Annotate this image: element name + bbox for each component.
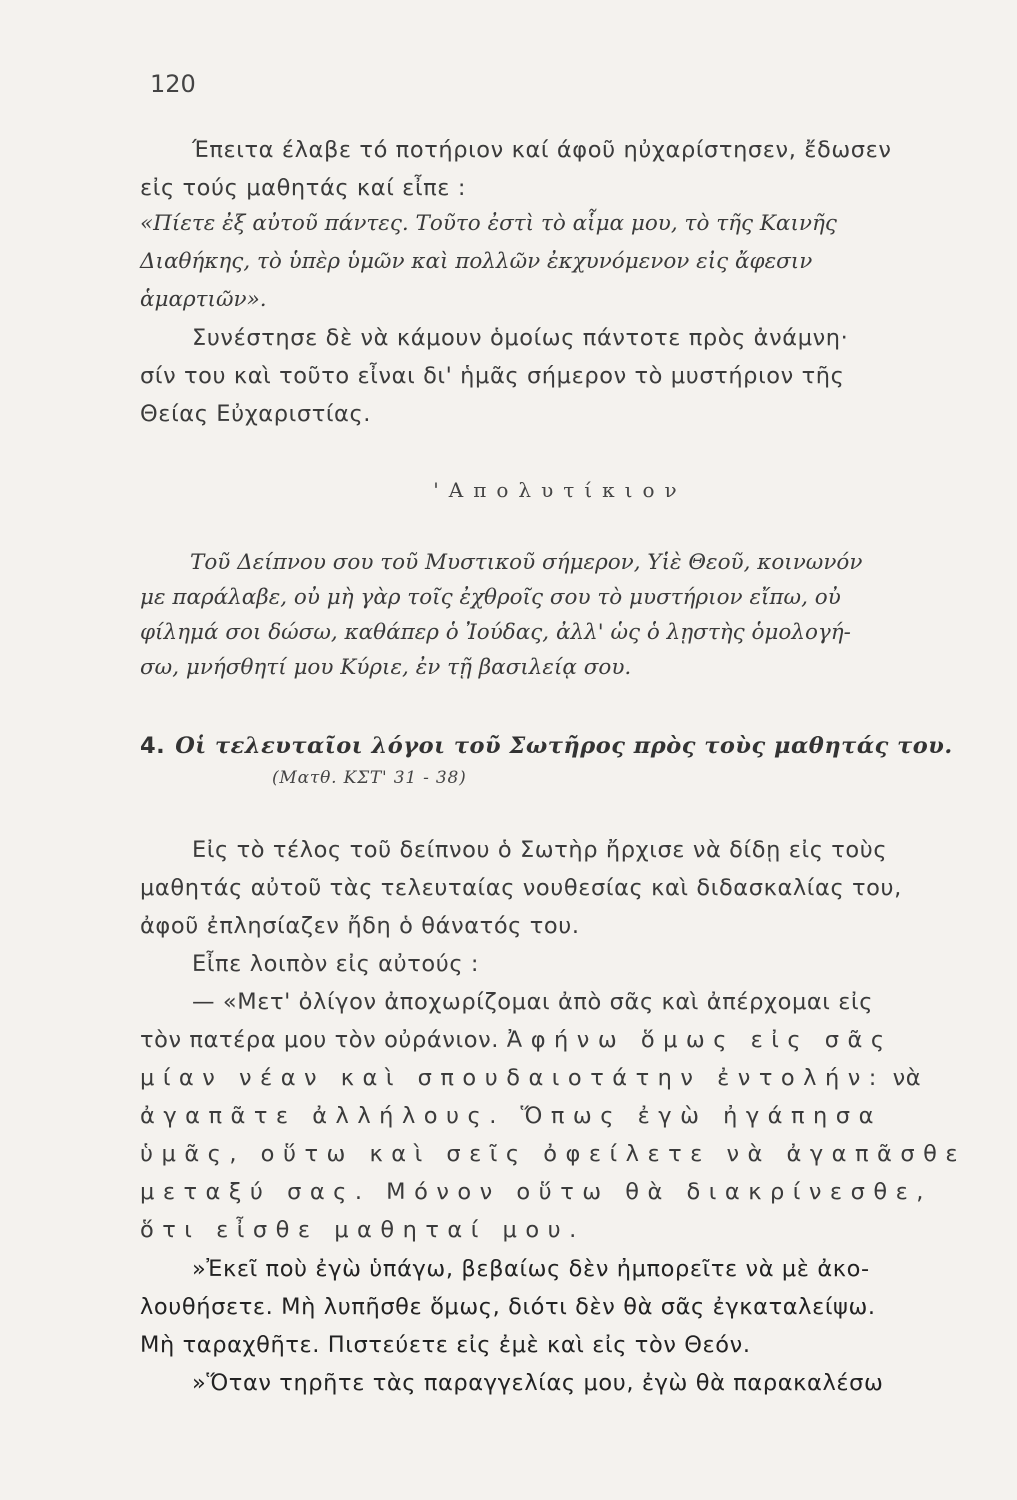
paragraph-cup bbox=[140, 131, 980, 207]
section-title-text: Οἱ τελευταῖοι λόγοι τοῦ Σωτῆρος πρὸς τοὺς μαθητάς του. bbox=[175, 733, 953, 759]
apolytikion-text bbox=[140, 545, 980, 685]
text-line: ὑμᾶς, οὕτω καὶ σεῖς ὀφείλετε νὰ ἀγαπᾶσθε bbox=[140, 1141, 967, 1167]
text-line: ἁμαρτιῶν». bbox=[140, 287, 267, 312]
text-line: μαθητάς αὐτοῦ τὰς τελευταίας νουθεσίας καὶ διδασκαλίας του, bbox=[140, 875, 902, 901]
quote-blood bbox=[140, 206, 980, 317]
text-line: «Πίετε ἐξ αὐτοῦ πάντες. Τοῦτο ἐστὶ τὸ αἷμα μου, τὸ τῆς Καινῆς bbox=[140, 211, 837, 236]
text-line bbox=[140, 1059, 980, 1097]
text-line: — «Μετ' ὀλίγον ἀποχωρίζομαι ἀπὸ σᾶς καὶ ἀπέρχομαι εἰς bbox=[192, 989, 874, 1015]
text-line: Εἰς τὸ τέλος τοῦ δείπνου ὁ Σωτὴρ ἤρχισε νὰ δίδῃ εἰς τοὺς bbox=[192, 837, 888, 863]
text-line: ὅτι εἶσθε μαθηταί μου. bbox=[140, 1217, 585, 1243]
text-line: Εἶπε λοιπὸν εἰς αὐτούς : bbox=[192, 951, 480, 977]
text-line: σω, μνήσθητί μου Κύριε, ἐν τῇ βασιλείᾳ σου. bbox=[140, 655, 632, 680]
paragraph-where-i-go bbox=[140, 1250, 980, 1364]
page-number: 120 bbox=[150, 70, 196, 98]
paragraph-last-teachings bbox=[140, 831, 980, 945]
section-reference: (Ματθ. ΚΣΤ' 31 - 38) bbox=[272, 768, 467, 788]
paragraph-eucharist bbox=[140, 319, 980, 433]
emphasis-segment: Ἀφήνω ὅμως εἰς σᾶς bbox=[506, 1027, 893, 1053]
text-line: Μὴ ταραχθῆτε. Πιστεύετε εἰς ἐμὲ καὶ εἰς τὸν Θεόν. bbox=[140, 1332, 751, 1358]
text-line: φίλημά σοι δώσω, καθάπερ ὁ Ἰούδας, ἀλλ' ὡς ὁ λῃστὴς ὁμολογή- bbox=[140, 620, 851, 645]
emphasis-segment: μίαν νέαν καὶ σπουδαιοτάτην ἐντολήν: bbox=[140, 1065, 885, 1091]
text-line bbox=[140, 1021, 980, 1059]
section-title bbox=[140, 733, 980, 759]
text-line: σίν του καὶ τοῦτο εἶναι δι' ἡμᾶς σήμερον τὸ μυστήριον τῆς bbox=[140, 363, 845, 389]
text-segment: νὰ bbox=[884, 1065, 922, 1091]
text-line: »Ὅταν τηρῆτε τὰς παραγγελίας μου, ἐγὼ θὰ παρακαλέσω bbox=[192, 1370, 884, 1396]
text-line: με παράλαβε, οὐ μὴ γὰρ τοῖς ἐχθροῖς σου τὸ μυστήριον εἴπω, οὐ bbox=[140, 585, 841, 610]
text-line: μεταξύ σας. Μόνον οὕτω θὰ διακρίνεσθε, bbox=[140, 1179, 932, 1205]
text-line: Θείας Εὐχαριστίας. bbox=[140, 401, 372, 427]
paragraph-said bbox=[140, 945, 980, 983]
text-line: εἰς τούς μαθητάς καί εἶπε : bbox=[140, 175, 467, 201]
text-line: ἀφοῦ ἐπλησίαζεν ἤδη ὁ θάνατός του. bbox=[140, 913, 580, 939]
apolytikion-heading: 'Απολυτίκιον bbox=[433, 478, 687, 502]
text-line: Τοῦ Δείπνου σου τοῦ Μυστικοῦ σήμερον, Υἱὲ Θεοῦ, κοινωνόν bbox=[190, 550, 863, 575]
text-line: Διαθήκης, τὸ ὑπὲρ ὑμῶν καὶ πολλῶν ἐκχυνόμενον εἰς ἄφεσιν bbox=[140, 249, 813, 274]
text-line: Έπειτα έλαβε τό ποτήριον καί άφοῦ ηὐχαρίστησεν, ἔδωσεν bbox=[192, 137, 892, 163]
text-line: ἀγαπᾶτε ἀλλήλους. Ὅπως ἐγὼ ἠγάπησα bbox=[140, 1103, 882, 1129]
text-line: »Ἐκεῖ ποὺ ἐγὼ ὑπάγω, βεβαίως δὲν ἠμπορεῖτε νὰ μὲ ἀκο- bbox=[192, 1256, 870, 1282]
text-line: Συνέστησε δὲ νὰ κάμουν ὁμοίως πάντοτε πρὸς ἀνάμνη· bbox=[192, 325, 849, 351]
text-line: λουθήσετε. Μὴ λυπῆσθε ὅμως, διότι δὲν θὰ σᾶς ἐγκαταλείψω. bbox=[140, 1294, 876, 1320]
section-number: 4. bbox=[140, 733, 166, 759]
text-segment: τὸν πατέρα μου τὸν οὐράνιον. bbox=[140, 1027, 507, 1053]
paragraph-keep-commands bbox=[140, 1364, 980, 1402]
paragraph-new-commandment bbox=[140, 983, 980, 1249]
